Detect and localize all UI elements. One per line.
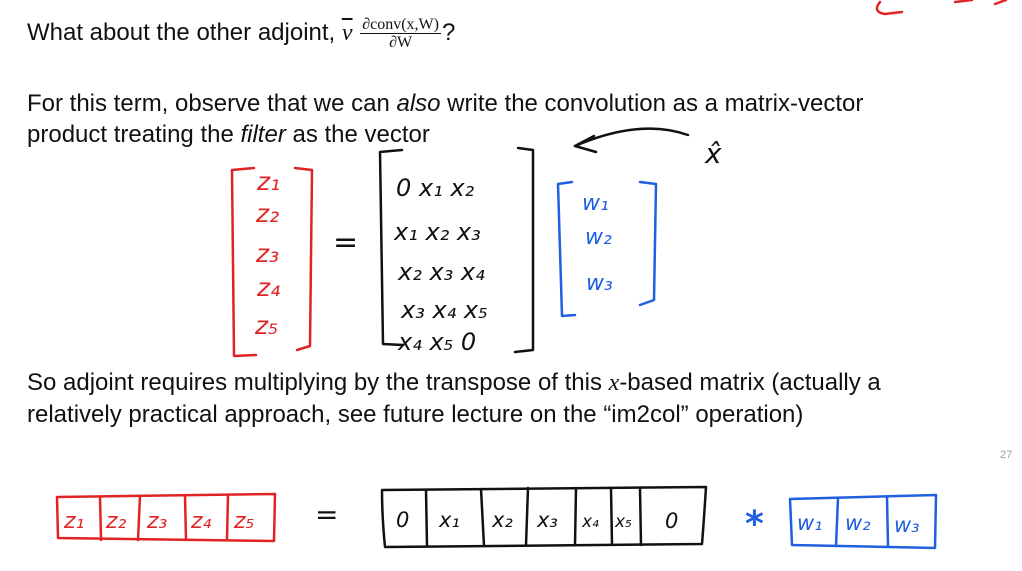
text-run: write the convolution as a matrix-vector xyxy=(440,90,864,117)
bottom-x-cell: x₄ xyxy=(582,512,599,532)
text-run: product treating the xyxy=(27,121,241,148)
bottom-w-cell: w₃ xyxy=(894,513,920,537)
x-matrix-right-bracket xyxy=(515,148,533,352)
bottom-equals-sign: = xyxy=(315,498,339,531)
bottom-z-cell: z₃ xyxy=(147,509,168,534)
heading-fraction-denominator: ∂W xyxy=(389,34,413,51)
heading-prefix: What about the other adjoint, xyxy=(27,18,336,46)
bottom-x-cell: x₃ xyxy=(537,508,558,532)
emphasis-also: also xyxy=(396,90,441,117)
bottom-x-cell: 0 xyxy=(396,508,410,532)
bottom-w-cell: w₂ xyxy=(845,511,871,535)
bottom-z-cell: z₅ xyxy=(234,509,255,534)
math-x: x xyxy=(608,370,620,396)
heading-suffix: ? xyxy=(441,18,456,46)
x-matrix-row: x₄ x₅ 0 xyxy=(398,328,477,356)
bottom-w-cell: w₁ xyxy=(797,511,823,535)
bottom-x-cell: 0 xyxy=(665,509,679,533)
z-vector-right-bracket xyxy=(295,168,312,350)
bottom-z-cell: z₄ xyxy=(191,509,212,534)
heading-fraction-numerator: ∂conv(x,W) xyxy=(362,16,439,33)
z-entry: z₃ xyxy=(256,239,280,268)
equals-sign: = xyxy=(333,225,359,260)
w-vector-left-bracket xyxy=(558,182,575,316)
text-run: as the vector xyxy=(285,121,430,148)
z-entry: z₄ xyxy=(257,273,281,302)
paragraph-line: relatively practical approach, see future lecture on the “im2col” operation) xyxy=(27,401,804,428)
bottom-x-cell: x₁ xyxy=(439,508,460,532)
bottom-x-cell: x₂ xyxy=(492,508,513,532)
text-run: -based matrix (actually a xyxy=(619,369,881,396)
bottom-z-cell: z₂ xyxy=(106,509,127,534)
cropped-red-scribble xyxy=(877,0,1006,14)
text-run: For this term, observe that we can xyxy=(27,90,397,117)
heading-vbar: $\overline{v}$ xyxy=(341,19,353,46)
x-matrix-row: x₁ x₂ x₃ xyxy=(394,218,481,246)
xhat-label: x̂ xyxy=(705,137,722,170)
bottom-x-cell: x₅ xyxy=(615,512,632,532)
text-run: So adjoint requires multiplying by the transpose of this xyxy=(27,369,609,396)
bottom-z-cell: z₁ xyxy=(64,509,85,534)
x-matrix-row: x₂ x₃ x₄ xyxy=(398,258,485,286)
emphasis-filter: filter xyxy=(240,121,286,148)
w-entry: w₁ xyxy=(582,191,609,216)
w-vector-right-bracket xyxy=(640,182,656,305)
z-vector-left-bracket xyxy=(232,168,256,356)
z-entry: z₁ xyxy=(257,167,281,196)
x-matrix-row: x₃ x₄ x₅ xyxy=(401,296,488,324)
x-matrix-row: 0 x₁ x₂ xyxy=(396,174,475,202)
z-entry: z₅ xyxy=(255,311,279,340)
z-entry: z₂ xyxy=(256,199,280,228)
convolution-star: * xyxy=(745,504,764,545)
page-number: 27 xyxy=(1000,449,1013,461)
w-entry: w₂ xyxy=(585,225,612,250)
w-entry: w₃ xyxy=(586,271,613,296)
